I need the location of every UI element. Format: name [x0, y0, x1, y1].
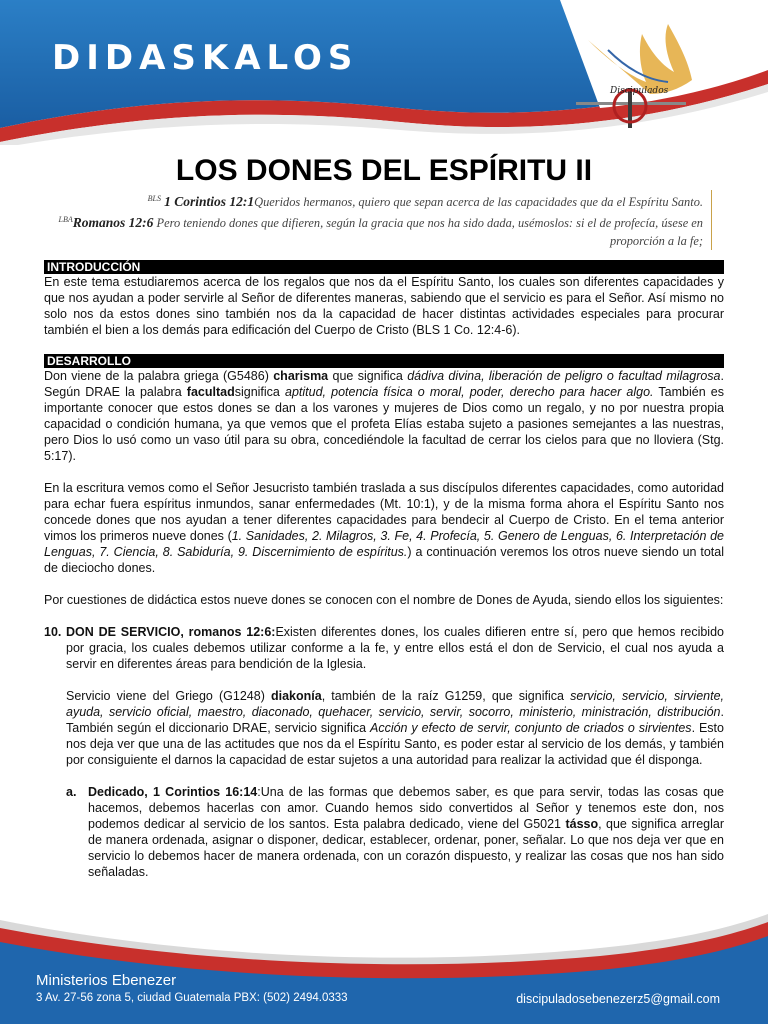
brand-logo-text: DIDASKALOS [52, 38, 359, 78]
header-banner [0, 0, 768, 145]
footer-address: 3 Av. 27-56 zona 5, ciudad Guatemala PBX: (502) 2494.0333 [36, 992, 348, 1004]
footer-organization: Ministerios Ebenezer [36, 972, 177, 989]
dedicado-paragraph: Dedicado, 1 Corintios 16:14:Una de las formas que debemos saber, es que para servir, todas las cosas que hacemos, debemos hacerlas con amor. Cuando hemos sido convertidos al Señor y tenemos este don, nos podemos dedicar al servicio de los santos. Esta palabra dedicado, viene del G5021 tásso, que significa arreglar de manera ordenada, asignar o disponer, dedicar, establecer, ordenar, poner, señalar. Lo que nos deja ver que en servicio lo debemos hacer de manera ordenada, con un corazón dispuesto, y realizar las cosas que nos han sido señaladas. [88, 785, 725, 879]
verse-reference: 1 Corintios 12:1 [164, 194, 255, 210]
desarrollo-paragraph-2: En la escritura vemos como el Señor Jesucristo también traslada a sus discípulos diferentes capacidades, como autoridad para echar fuera espíritus inmundos, sanar enfermedades (Mt. 10:1), y de la misma forma ahora el Espíritu Santo nos concede dones que nos ayudan a tener diferentes capacidades para bendecir al Cuerpo de Cristo. En el tema anterior vimos los primeros nueve dones (1. Sanidades, 2. Milagros, 3. Fe, 4. Profecía, 5. Genero de Lenguas, 6. Interpretación de Lenguas, 7. Ciencia, 8. Sabiduría, 9. Discernimiento de espíritus.) a continuación veremos los otros nueve siendo un total de dieciocho dones. [44, 481, 725, 575]
don-servicio-paragraph-1: DON DE SERVICIO, romanos 12:6:Existen diferentes dones, los cuales difieren entre sí, pero que hemos recibido por gracia, los cuales debemos utilizar conforme a la fe, y entre ellos está el don de Servicio, el cual nos ayuda a servir en diferentes áreas para bendición de la Iglesia. [66, 625, 724, 671]
verse-version: BLS [147, 194, 161, 203]
desarrollo-paragraph-1: Don viene de la palabra griega (G5486) charisma que significa dádiva divina, liberación de peligro o facultad milagrosa. Según DRAE la palabra facultadsignifica aptitud, potencia física o moral, poder, derecho para hacer algo. También es importante conocer que estos dones se dan a los varones y mujeres de Dios como un regalo, y no por nuestra propia capacidad o condición humana, ya que vemos que el profeta Elías estaba sujeto a pasiones semejantes a las nuestras, pero Dios lo usó como un vaso útil para su obra, concediéndole la facultad de cerrar los cielos para que no lloviera (Stg. 5:17). [44, 369, 724, 463]
logo-caption: Discipulados [610, 86, 669, 96]
list-number: 10. [44, 625, 62, 639]
desarrollo-paragraph-3: Por cuestiones de didáctica estos nueve dones se conocen con el nombre de Dones de Ayuda, siendo ellos los siguientes: [44, 593, 724, 607]
list-item-don-de-servicio [44, 624, 724, 768]
verse-version: LBA [58, 215, 73, 225]
footer-email: discipuladosebenezerz5@gmail.com [516, 992, 720, 1006]
verse-1 [23, 190, 703, 211]
dove-logo-icon [568, 20, 718, 130]
verse-reference: Romanos 12:6 [72, 215, 154, 231]
don-servicio-paragraph-2: Servicio viene del Griego (G1248) diakonía, también de la raíz G1259, que significa servicio, servicio, sirviente, ayuda, servicio oficial, maestro, diaconado, quehacer, servicio, servir, socorro, ministerio, ministración, distribución. También según el diccionario DRAE, servicio significa Acción y efecto de servir, conjunto de criados o sirvientes. Esto nos deja ver que una de las actitudes que nos da el Espíritu Santo, es poder estar al servicio de los demás, y también por consiguiente el darnos la capacidad de estar sujetos a una autoridad para realizar la actividad que él disponga. [66, 689, 724, 767]
page-title: LOS DONES DEL ESPÍRITU II [175, 154, 593, 187]
section-heading-introduccion: INTRODUCCIÓN [44, 260, 724, 274]
verse-text: Queridos hermanos, quiero que sepan acerca de las capacidades que da el Espíritu Santo. [254, 195, 703, 210]
verse-2 [23, 211, 703, 250]
verse-text: Pero teniendo dones que difieren, según la gracia que nos ha sido dada, usémoslos: si el de profecía, úsese en proporción a la fe; [153, 216, 703, 249]
sub-list-item-dedicado [66, 784, 724, 880]
document-body [44, 260, 724, 880]
epigraph-verses [23, 190, 712, 250]
section-heading-desarrollo: DESARROLLO [44, 354, 724, 368]
intro-paragraph: En este tema estudiaremos acerca de los regalos que nos da el Espíritu Santo, los cuales son diferentes capacidades y que nos ayudan a poder servirle al Señor de diferentes maneras, sabiendo que el servicio es para el Señor. Así mismo no solo nos da estos dones sino también nos da la capacidad de hacer distintas actividades especiales para procurar también el bien a los demás para edificación del Cuerpo de Cristo (BLS 1 Co. 12:4-6). [44, 275, 724, 337]
sub-list-letter: a. [66, 785, 77, 799]
